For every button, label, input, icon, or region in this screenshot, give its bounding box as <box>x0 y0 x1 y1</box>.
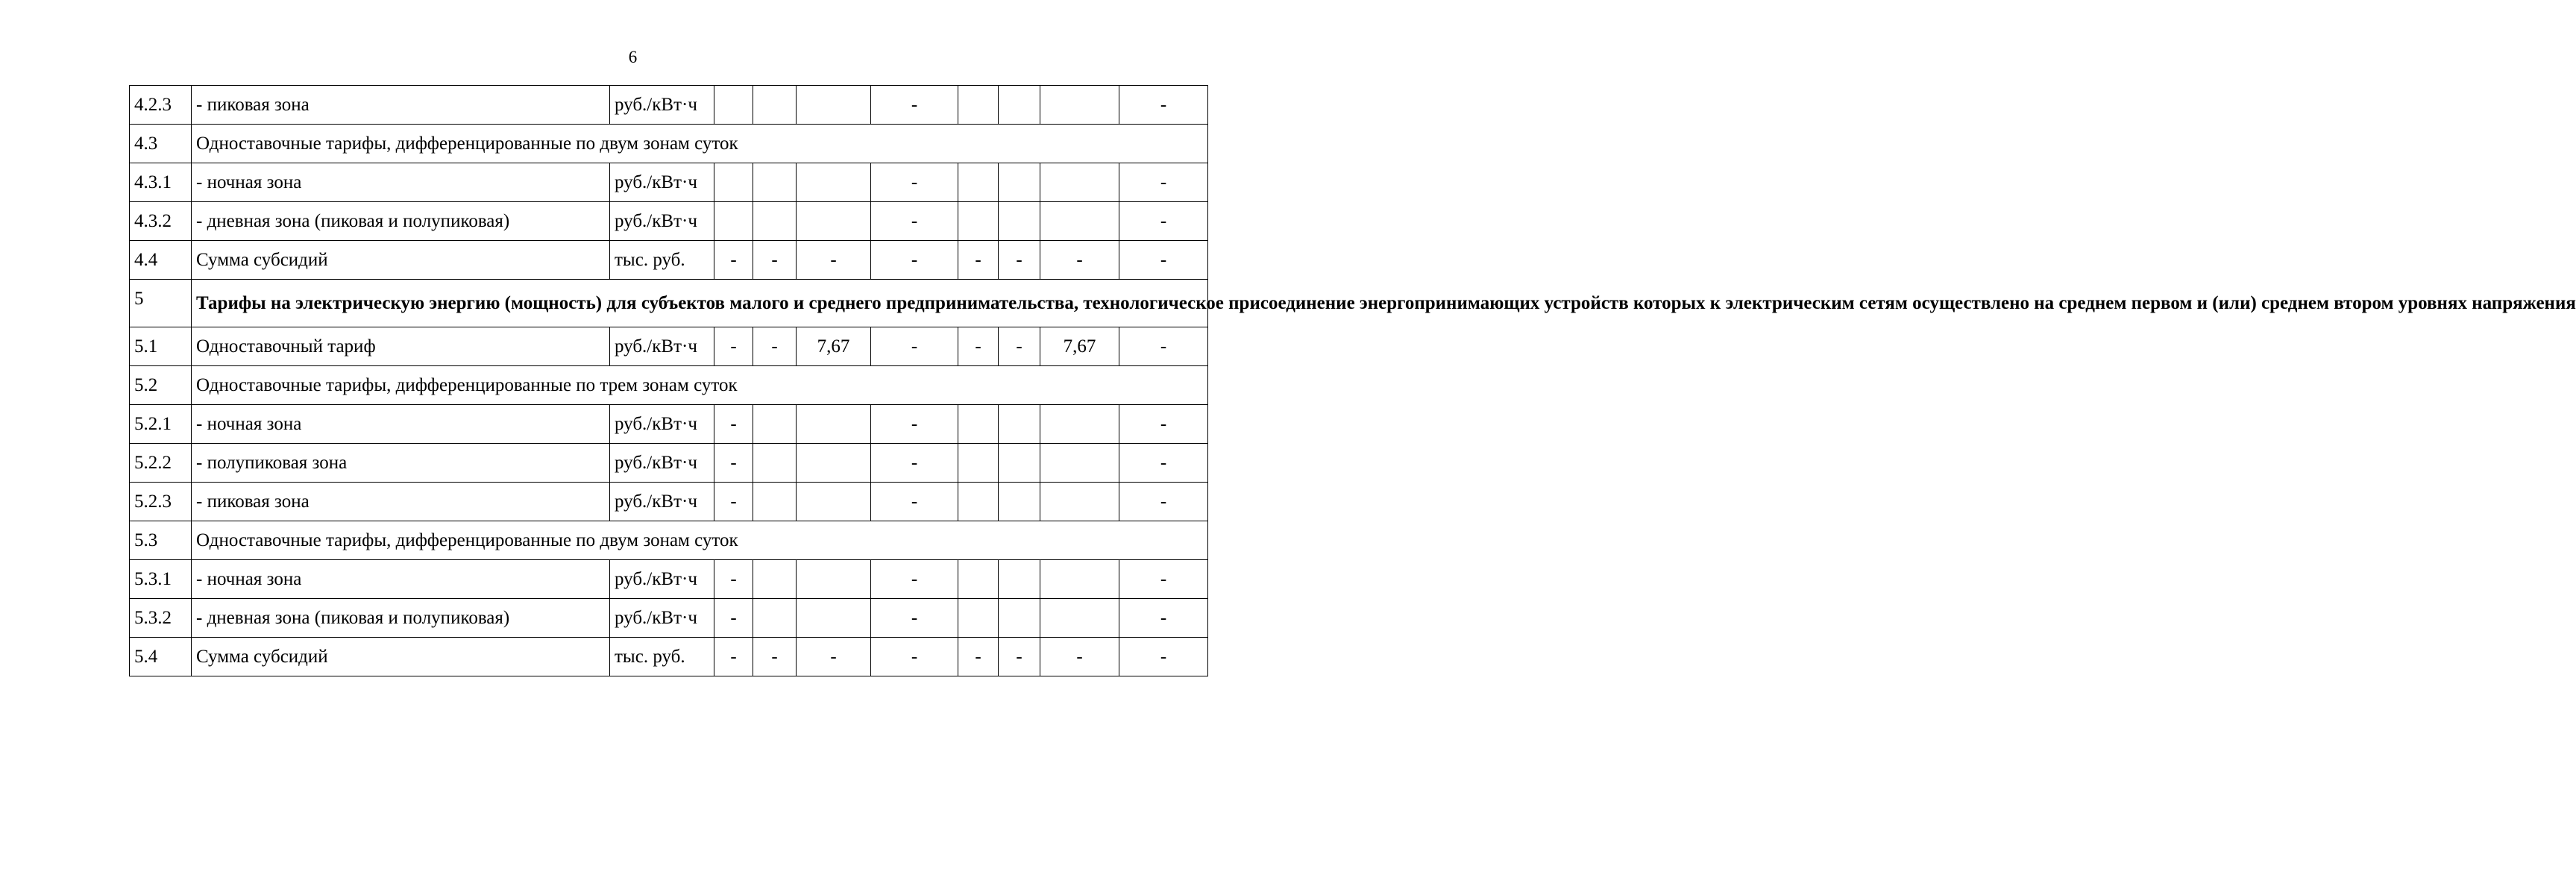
value-cell <box>714 202 753 241</box>
value-cell <box>999 599 1040 638</box>
value-cell <box>753 163 797 202</box>
row-number: 4.2.3 <box>130 86 192 125</box>
value-cell: - <box>871 638 958 676</box>
value-cell: - <box>753 241 797 280</box>
value-cell <box>714 86 753 125</box>
row-unit: руб./кВт·ч <box>610 86 714 125</box>
value-cell: - <box>797 241 871 280</box>
value-cell <box>753 86 797 125</box>
row-number: 5.3 <box>130 521 192 560</box>
group-title: Одноставочные тарифы, дифференцированные по трем зонам суток <box>192 366 1208 405</box>
table-row <box>130 202 1208 241</box>
value-cell: - <box>999 327 1040 366</box>
value-cell: - <box>871 202 958 241</box>
row-number: 4.3 <box>130 125 192 163</box>
row-name: - ночная зона <box>192 560 610 599</box>
row-unit: руб./кВт·ч <box>610 483 714 521</box>
value-cell <box>999 86 1040 125</box>
row-number: 5.1 <box>130 327 192 366</box>
row-unit: руб./кВт·ч <box>610 599 714 638</box>
value-cell <box>753 202 797 241</box>
row-number: 5.4 <box>130 638 192 676</box>
row-name: - дневная зона (пиковая и полупиковая) <box>192 599 610 638</box>
value-cell: - <box>871 444 958 483</box>
value-cell: - <box>714 405 753 444</box>
value-cell <box>1040 86 1119 125</box>
value-cell: 7,67 <box>1040 327 1119 366</box>
table-row <box>130 163 1208 202</box>
value-cell <box>958 86 999 125</box>
value-cell <box>999 202 1040 241</box>
value-cell: - <box>871 241 958 280</box>
value-cell: - <box>871 560 958 599</box>
value-cell: - <box>714 638 753 676</box>
value-cell <box>753 483 797 521</box>
group-header-row <box>130 125 1208 163</box>
value-cell <box>797 163 871 202</box>
table-row <box>130 444 1208 483</box>
value-cell: - <box>1119 483 1208 521</box>
value-cell <box>797 444 871 483</box>
section-row <box>130 280 1208 327</box>
value-cell <box>999 483 1040 521</box>
row-name: - полупиковая зона <box>192 444 610 483</box>
row-number: 5.2.2 <box>130 444 192 483</box>
table-row <box>130 405 1208 444</box>
value-cell <box>797 599 871 638</box>
value-cell <box>958 483 999 521</box>
row-name: - пиковая зона <box>192 483 610 521</box>
value-cell <box>1040 599 1119 638</box>
table-row <box>130 638 1208 676</box>
value-cell <box>999 163 1040 202</box>
table-row <box>130 241 1208 280</box>
group-title: Одноставочные тарифы, дифференцированные по двум зонам суток <box>192 125 1208 163</box>
row-name: Сумма субсидий <box>192 241 610 280</box>
row-number: 5 <box>130 280 192 327</box>
row-unit: руб./кВт·ч <box>610 327 714 366</box>
tariff-table-body <box>130 86 2576 676</box>
row-number: 5.2.1 <box>130 405 192 444</box>
value-cell: - <box>1119 163 1208 202</box>
row-unit: руб./кВт·ч <box>610 202 714 241</box>
value-cell: - <box>714 327 753 366</box>
value-cell: - <box>1119 560 1208 599</box>
row-unit: руб./кВт·ч <box>610 444 714 483</box>
row-number: 5.2 <box>130 366 192 405</box>
value-cell <box>958 560 999 599</box>
value-cell: - <box>714 560 753 599</box>
value-cell <box>753 599 797 638</box>
value-cell <box>958 444 999 483</box>
value-cell: - <box>1119 599 1208 638</box>
row-name: - пиковая зона <box>192 86 610 125</box>
value-cell <box>958 163 999 202</box>
value-cell: - <box>1119 241 1208 280</box>
value-cell: 7,67 <box>797 327 871 366</box>
value-cell: - <box>999 241 1040 280</box>
row-number: 4.3.2 <box>130 202 192 241</box>
value-cell <box>797 405 871 444</box>
value-cell: - <box>714 241 753 280</box>
table-row <box>130 483 1208 521</box>
value-cell: - <box>714 599 753 638</box>
value-cell: - <box>871 405 958 444</box>
row-unit: руб./кВт·ч <box>610 560 714 599</box>
value-cell <box>797 202 871 241</box>
tariff-table <box>129 85 2576 676</box>
group-header-row <box>130 521 1208 560</box>
row-number: 5.3.2 <box>130 599 192 638</box>
value-cell <box>958 599 999 638</box>
value-cell <box>999 444 1040 483</box>
value-cell: - <box>797 638 871 676</box>
row-unit: тыс. руб. <box>610 638 714 676</box>
group-header-row <box>130 366 1208 405</box>
value-cell: - <box>1119 638 1208 676</box>
table-row <box>130 86 1208 125</box>
row-name: - ночная зона <box>192 163 610 202</box>
row-unit: руб./кВт·ч <box>610 405 714 444</box>
value-cell: - <box>1119 444 1208 483</box>
table-row <box>130 560 1208 599</box>
value-cell: - <box>714 483 753 521</box>
row-number: 5.2.3 <box>130 483 192 521</box>
value-cell: - <box>958 327 999 366</box>
row-unit: руб./кВт·ч <box>610 163 714 202</box>
value-cell: - <box>958 638 999 676</box>
row-name: Сумма субсидий <box>192 638 610 676</box>
value-cell: - <box>871 599 958 638</box>
value-cell <box>753 405 797 444</box>
value-cell <box>958 405 999 444</box>
value-cell: - <box>753 327 797 366</box>
value-cell <box>999 405 1040 444</box>
table-row <box>130 327 1208 366</box>
row-unit: тыс. руб. <box>610 241 714 280</box>
value-cell <box>797 86 871 125</box>
row-number: 4.3.1 <box>130 163 192 202</box>
value-cell: - <box>1119 86 1208 125</box>
value-cell <box>1040 560 1119 599</box>
value-cell: - <box>1119 405 1208 444</box>
value-cell <box>1040 163 1119 202</box>
value-cell: - <box>1040 241 1119 280</box>
value-cell <box>999 560 1040 599</box>
value-cell <box>1040 405 1119 444</box>
row-number: 4.4 <box>130 241 192 280</box>
page-number: 6 <box>628 48 638 66</box>
value-cell: - <box>1119 327 1208 366</box>
value-cell: - <box>714 444 753 483</box>
table-row <box>130 599 1208 638</box>
value-cell <box>753 444 797 483</box>
value-cell <box>797 560 871 599</box>
value-cell: - <box>1119 202 1208 241</box>
value-cell: - <box>999 638 1040 676</box>
section-title: Тарифы на электрическую энергию (мощность) для субъектов малого и среднего предпринимательства, технологическое присоединение энергопринимающих устройств которых к электрическим сетям осуществлено на среднем первом и (или) среднем втором уровнях напряжения <box>192 280 1208 327</box>
value-cell <box>1040 444 1119 483</box>
row-name: Одноставочный тариф <box>192 327 610 366</box>
value-cell: - <box>871 327 958 366</box>
row-name: - ночная зона <box>192 405 610 444</box>
value-cell <box>753 560 797 599</box>
value-cell: - <box>871 483 958 521</box>
value-cell: - <box>1040 638 1119 676</box>
row-number: 5.3.1 <box>130 560 192 599</box>
value-cell <box>1040 202 1119 241</box>
value-cell: - <box>958 241 999 280</box>
value-cell <box>797 483 871 521</box>
value-cell <box>958 202 999 241</box>
group-title: Одноставочные тарифы, дифференцированные по двум зонам суток <box>192 521 1208 560</box>
value-cell: - <box>871 163 958 202</box>
value-cell <box>714 163 753 202</box>
row-name: - дневная зона (пиковая и полупиковая) <box>192 202 610 241</box>
value-cell: - <box>753 638 797 676</box>
value-cell <box>1040 483 1119 521</box>
value-cell: - <box>871 86 958 125</box>
